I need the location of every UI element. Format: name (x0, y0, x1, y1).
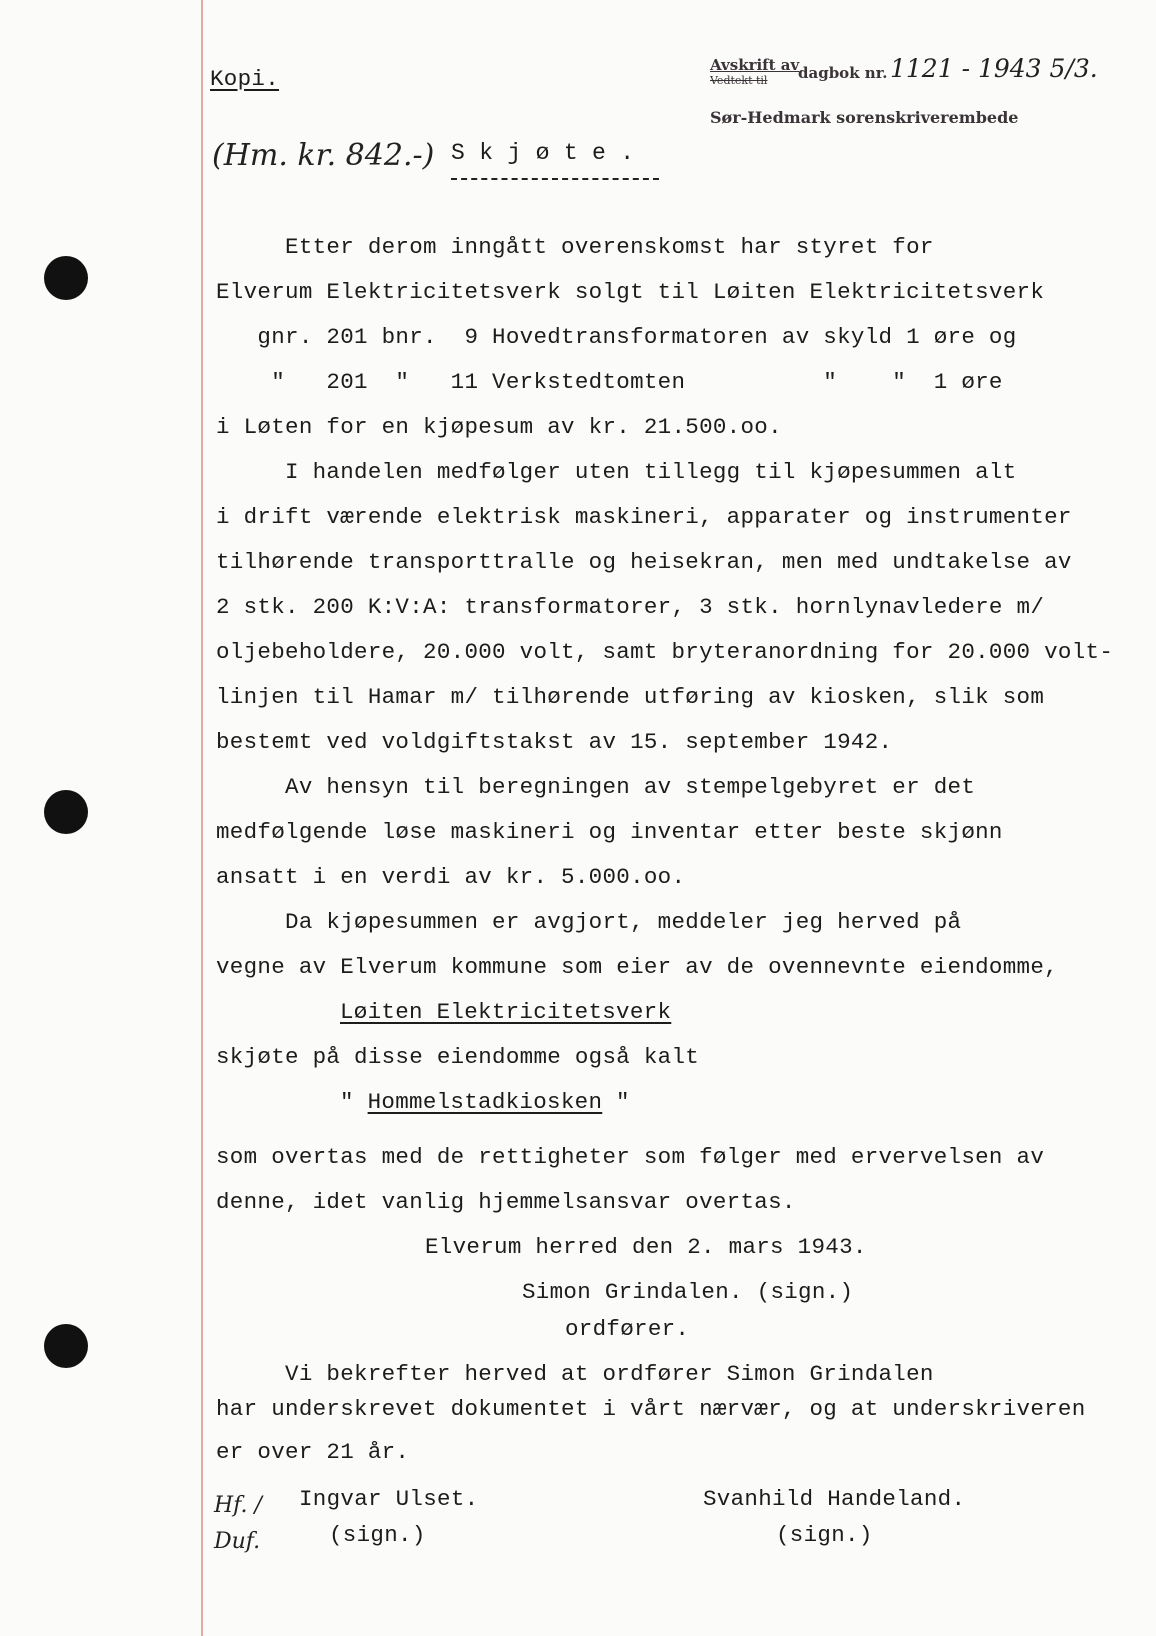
body-line: skjøte på disse eiendomme også kalt (216, 1044, 700, 1070)
witness-line: er over 21 år. (216, 1439, 410, 1465)
body-line: " 201 " 11 Verkstedtomten " " 1 øre (216, 369, 1003, 395)
punch-hole (44, 256, 88, 300)
stamp-avskrift: Avskrift av (710, 56, 800, 74)
place-date: Elverum herred den 2. mars 1943. (425, 1234, 867, 1260)
kopi-label: Kopi. (210, 66, 280, 92)
punch-hole (44, 790, 88, 834)
body-line: i Løten for en kjøpesum av kr. 21.500.oo. (216, 414, 782, 440)
body-line: linjen til Hamar m/ tilhørende utføring av kiosken, slik som (216, 684, 1045, 710)
margin-rule (201, 0, 203, 1636)
body-line: Av hensyn til beregningen av stempelgebyret er det (216, 774, 976, 800)
witness-line: Vi bekrefter herved at ordfører Simon Grindalen (216, 1361, 934, 1387)
body-line: oljebeholdere, 20.000 volt, samt bryteranordning for 20.000 volt- (216, 639, 1114, 665)
body-line: medfølgende løse maskineri og inventar etter beste skjønn (216, 819, 1003, 845)
body-line: i drift værende elektrisk maskineri, apparater og instrumenter (216, 504, 1072, 530)
body-line: ansatt i en verdi av kr. 5.000.oo. (216, 864, 686, 890)
body-line: Elverum Elektricitetsverk solgt til Løiten Elektricitetsverk (216, 279, 1045, 305)
kiosk-name: Hommelstadkiosken (367, 1089, 603, 1115)
stamp-office: Sør-Hedmark sorenskriverembede (710, 108, 1019, 127)
witness-1-name: Ingvar Ulset. (299, 1486, 479, 1512)
kiosk-line (340, 1091, 630, 1114)
witness-2-sign: (sign.) (776, 1522, 873, 1548)
handwritten-fee-note: (Hm. kr. 842.-) (212, 138, 435, 173)
witness-2-name: Svanhild Handeland. (703, 1486, 966, 1512)
body-line: I handelen medfølger uten tillegg til kjøpesummen alt (216, 459, 1017, 485)
handwritten-journal-number: 1121 - 1943 5/3. (890, 54, 1098, 83)
document-title: S k j ø t e . (451, 140, 635, 166)
body-line: bestemt ved voldgiftstakst av 15. september 1942. (216, 729, 893, 755)
punch-hole (44, 1324, 88, 1368)
body-line: som overtas med de rettigheter som følger med ervervelsen av (216, 1144, 1045, 1170)
buyer-name: Løiten Elektricitetsverk (340, 999, 672, 1025)
body-line: 2 stk. 200 K:V:A: transformatorer, 3 stk. hornlynavledere m/ (216, 594, 1045, 620)
body-line: tilhørende transporttralle og heisekran, men med undtakelse av (216, 549, 1072, 575)
witness-line: har underskrevet dokumentet i vårt nærvær, og at underskriveren (216, 1396, 1086, 1422)
body-line: gnr. 201 bnr. 9 Hovedtransformatoren av skyld 1 øre og (216, 324, 1017, 350)
handwritten-initials: Hf. / Duf. (214, 1493, 262, 1554)
stamp-vedtekt-crossed: Vedtekt til (710, 74, 768, 87)
body-line: denne, idet vanlig hjemmelsansvar overtas. (216, 1189, 796, 1215)
body-line: Da kjøpesummen er avgjort, meddeler jeg herved på (216, 909, 962, 935)
witness-1-sign: (sign.) (329, 1522, 426, 1548)
body-line: vegne av Elverum kommune som eier av de ovennevnte eiendomme, (216, 954, 1058, 980)
body-line: Etter derom inngått overenskomst har styret for (216, 234, 934, 260)
signer-name: Simon Grindalen. (sign.) (522, 1279, 854, 1305)
quote-close: " (602, 1089, 630, 1115)
signer-title: ordfører. (565, 1316, 690, 1342)
stamp-dagbok: dagbok nr. (798, 64, 888, 82)
title-underline (451, 178, 659, 180)
quote-open: " (340, 1089, 368, 1115)
